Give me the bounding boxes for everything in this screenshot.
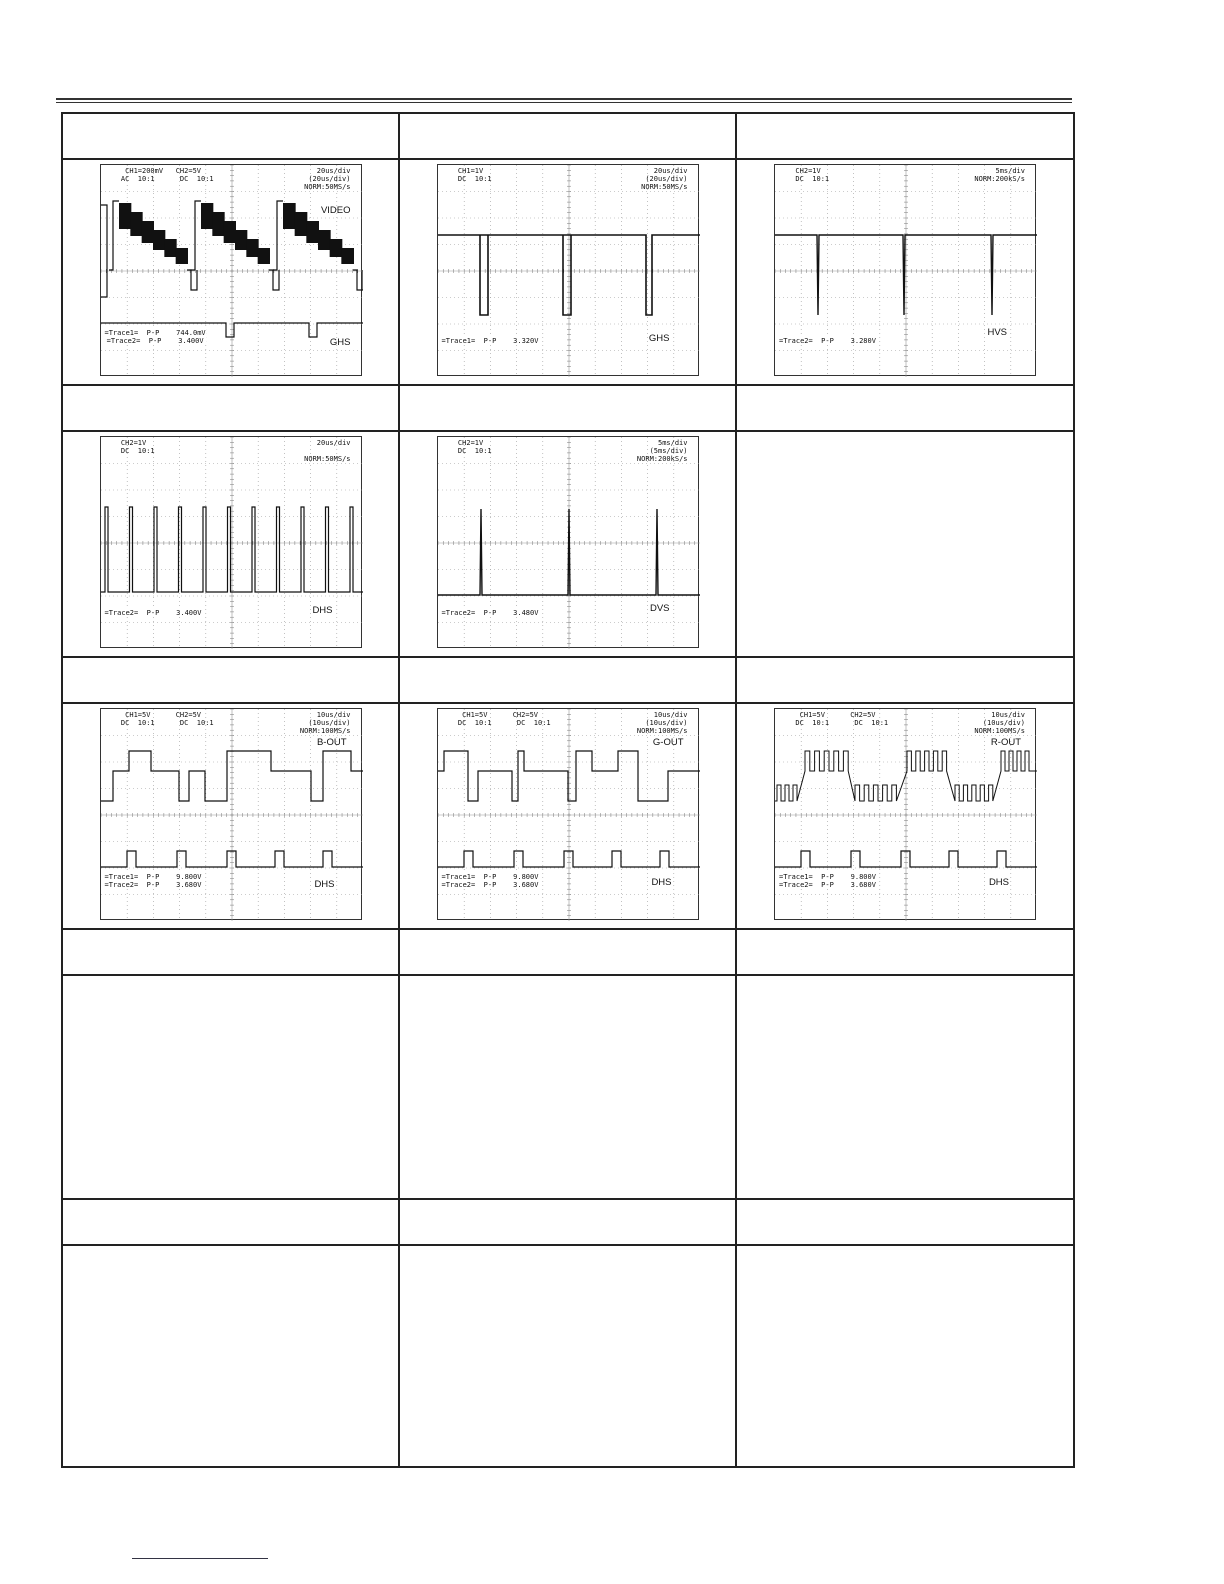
header-cell <box>399 1199 736 1245</box>
video-burst <box>283 203 296 229</box>
header-cell <box>736 657 1074 703</box>
video-burst <box>175 248 187 264</box>
waveform-row <box>62 431 1074 657</box>
video-burst <box>130 212 142 236</box>
header-rule-top <box>56 98 1072 100</box>
video-burst <box>235 230 247 250</box>
video-burst <box>212 212 224 236</box>
oscilloscope-dvs <box>437 436 699 648</box>
channel-settings: CH1=200mV CH2=5V AC 10:1 DC 10:1 <box>120 166 214 183</box>
timebase-settings: 5ms/div (5ms/div) NORM:200kS/s <box>636 438 688 463</box>
signal-label: G-OUT <box>652 736 684 748</box>
header-cell <box>399 385 736 431</box>
empty-cell <box>399 975 736 1199</box>
header-cell <box>62 657 399 703</box>
signal-label: VIDEO <box>320 204 351 216</box>
peak-to-peak-readout: =Trace2= P-P 3.280V <box>779 336 876 345</box>
waveform-cell <box>736 159 1074 385</box>
empty-cell <box>736 975 1074 1199</box>
waveform-cell <box>399 159 736 385</box>
video-trace <box>109 201 119 270</box>
signal-label-secondary: DHS <box>988 876 1009 888</box>
video-burst <box>141 221 153 243</box>
video-burst <box>246 239 258 257</box>
empty-row <box>62 975 1074 1199</box>
scope-plot <box>438 437 700 649</box>
oscilloscope-ghs <box>437 164 699 376</box>
waveform-cell <box>62 703 399 929</box>
channel-settings: CH2=1V DC 10:1 <box>120 438 155 455</box>
video-burst <box>119 203 131 229</box>
video-trace <box>273 201 283 270</box>
video-burst <box>153 230 165 250</box>
peak-to-peak-readout: =Trace2= P-P 3.480V <box>441 608 539 617</box>
empty-cell <box>736 431 1074 657</box>
scope-plot <box>775 165 1037 377</box>
timebase-settings: 10us/div (10us/div) NORM:100MS/s <box>636 710 688 735</box>
peak-to-peak-readout: =Trace1= P-P 9.800V =Trace2= P-P 3.680V <box>441 872 539 889</box>
signal-label: R-OUT <box>990 736 1021 748</box>
signal-label: DVS <box>649 602 670 614</box>
video-burst <box>341 248 354 264</box>
waveform-cell <box>62 159 399 385</box>
oscilloscope-b-out <box>100 708 362 920</box>
video-trace <box>191 201 201 270</box>
signal-label: B-OUT <box>316 736 347 748</box>
empty-cell <box>62 1245 399 1467</box>
empty-cell <box>399 1245 736 1467</box>
signal-label-secondary: DHS <box>314 878 335 890</box>
empty-cell <box>736 1245 1074 1467</box>
scope-plot <box>101 165 363 377</box>
graticule <box>101 165 363 377</box>
peak-to-peak-readout: =Trace1= P-P 9.800V =Trace2= P-P 3.680V <box>779 872 876 889</box>
timebase-settings: 20us/div (20us/div) NORM:50MS/s <box>304 166 351 191</box>
header-cell <box>736 385 1074 431</box>
header-cell <box>62 1199 399 1245</box>
video-burst <box>329 239 342 257</box>
video-burst <box>223 221 235 243</box>
header-cell <box>736 929 1074 975</box>
header-cell <box>399 113 736 159</box>
header-cell <box>399 929 736 975</box>
channel-settings: CH1=1V DC 10:1 <box>457 166 492 183</box>
empty-row <box>62 1245 1074 1467</box>
waveform-cell <box>399 431 736 657</box>
signal-label-secondary: GHS <box>329 336 351 348</box>
waveform-table <box>61 112 1075 1468</box>
footer-link-underline[interactable] <box>132 1558 268 1559</box>
waveform-cell <box>736 703 1074 929</box>
timebase-settings: 5ms/div NORM:200kS/s <box>974 166 1025 183</box>
video-burst <box>318 230 331 250</box>
signal-label: DHS <box>312 604 333 616</box>
timebase-settings: 10us/div (10us/div) NORM:100MS/s <box>974 710 1025 735</box>
header-cell <box>62 385 399 431</box>
oscilloscope-video-ghs <box>100 164 362 376</box>
waveform-cell <box>399 703 736 929</box>
header-rule-bottom <box>56 102 1072 103</box>
header-cell <box>62 929 399 975</box>
header-cell <box>736 113 1074 159</box>
header-row <box>62 929 1074 975</box>
header-row <box>62 113 1074 159</box>
peak-to-peak-readout: =Trace1= P-P 9.800V =Trace2= P-P 3.680V <box>104 872 202 889</box>
peak-to-peak-readout: =Trace1= P-P 3.320V <box>441 336 539 345</box>
waveform-row <box>62 703 1074 929</box>
signal-label: HVS <box>987 326 1007 338</box>
waveform-row <box>62 159 1074 385</box>
peak-to-peak-readout: =Trace1= P-P 744.0mV =Trace2= P-P 3.400V <box>104 328 206 345</box>
video-burst <box>201 203 213 229</box>
channel-settings: CH1=5V CH2=5V DC 10:1 DC 10:1 <box>457 710 551 727</box>
graticule <box>775 165 1037 377</box>
header-cell <box>736 1199 1074 1245</box>
oscilloscope-hvs <box>774 164 1036 376</box>
graticule <box>438 165 700 377</box>
channel-settings: CH2=1V DC 10:1 <box>457 438 492 455</box>
video-burst <box>164 239 176 257</box>
header-row <box>62 657 1074 703</box>
video-burst <box>294 212 307 236</box>
waveform-cell <box>62 431 399 657</box>
timebase-settings: 10us/div (10us/div) NORM:100MS/s <box>299 710 351 735</box>
header-cell <box>62 113 399 159</box>
oscilloscope-g-out <box>437 708 699 920</box>
header-cell <box>399 657 736 703</box>
video-burst <box>257 248 269 264</box>
channel-settings: CH2=1V DC 10:1 <box>795 166 830 183</box>
scope-plot <box>438 165 700 377</box>
timebase-settings: 20us/div NORM:50MS/s <box>304 438 351 463</box>
signal-label-secondary: DHS <box>651 876 672 888</box>
timebase-settings: 20us/div (20us/div) NORM:50MS/s <box>641 166 688 191</box>
oscilloscope-r-out <box>774 708 1036 920</box>
channel-settings: CH1=5V CH2=5V DC 10:1 DC 10:1 <box>120 710 214 727</box>
channel-settings: CH1=5V CH2=5V DC 10:1 DC 10:1 <box>795 710 889 727</box>
header-row <box>62 1199 1074 1245</box>
peak-to-peak-readout: =Trace2= P-P 3.400V <box>104 608 202 617</box>
empty-cell <box>62 975 399 1199</box>
video-burst <box>306 221 319 243</box>
scope-plot <box>101 437 363 649</box>
oscilloscope-dhs <box>100 436 362 648</box>
header-row <box>62 385 1074 431</box>
signal-label: GHS <box>648 332 670 344</box>
video-trace <box>101 205 107 297</box>
graticule <box>101 437 363 649</box>
